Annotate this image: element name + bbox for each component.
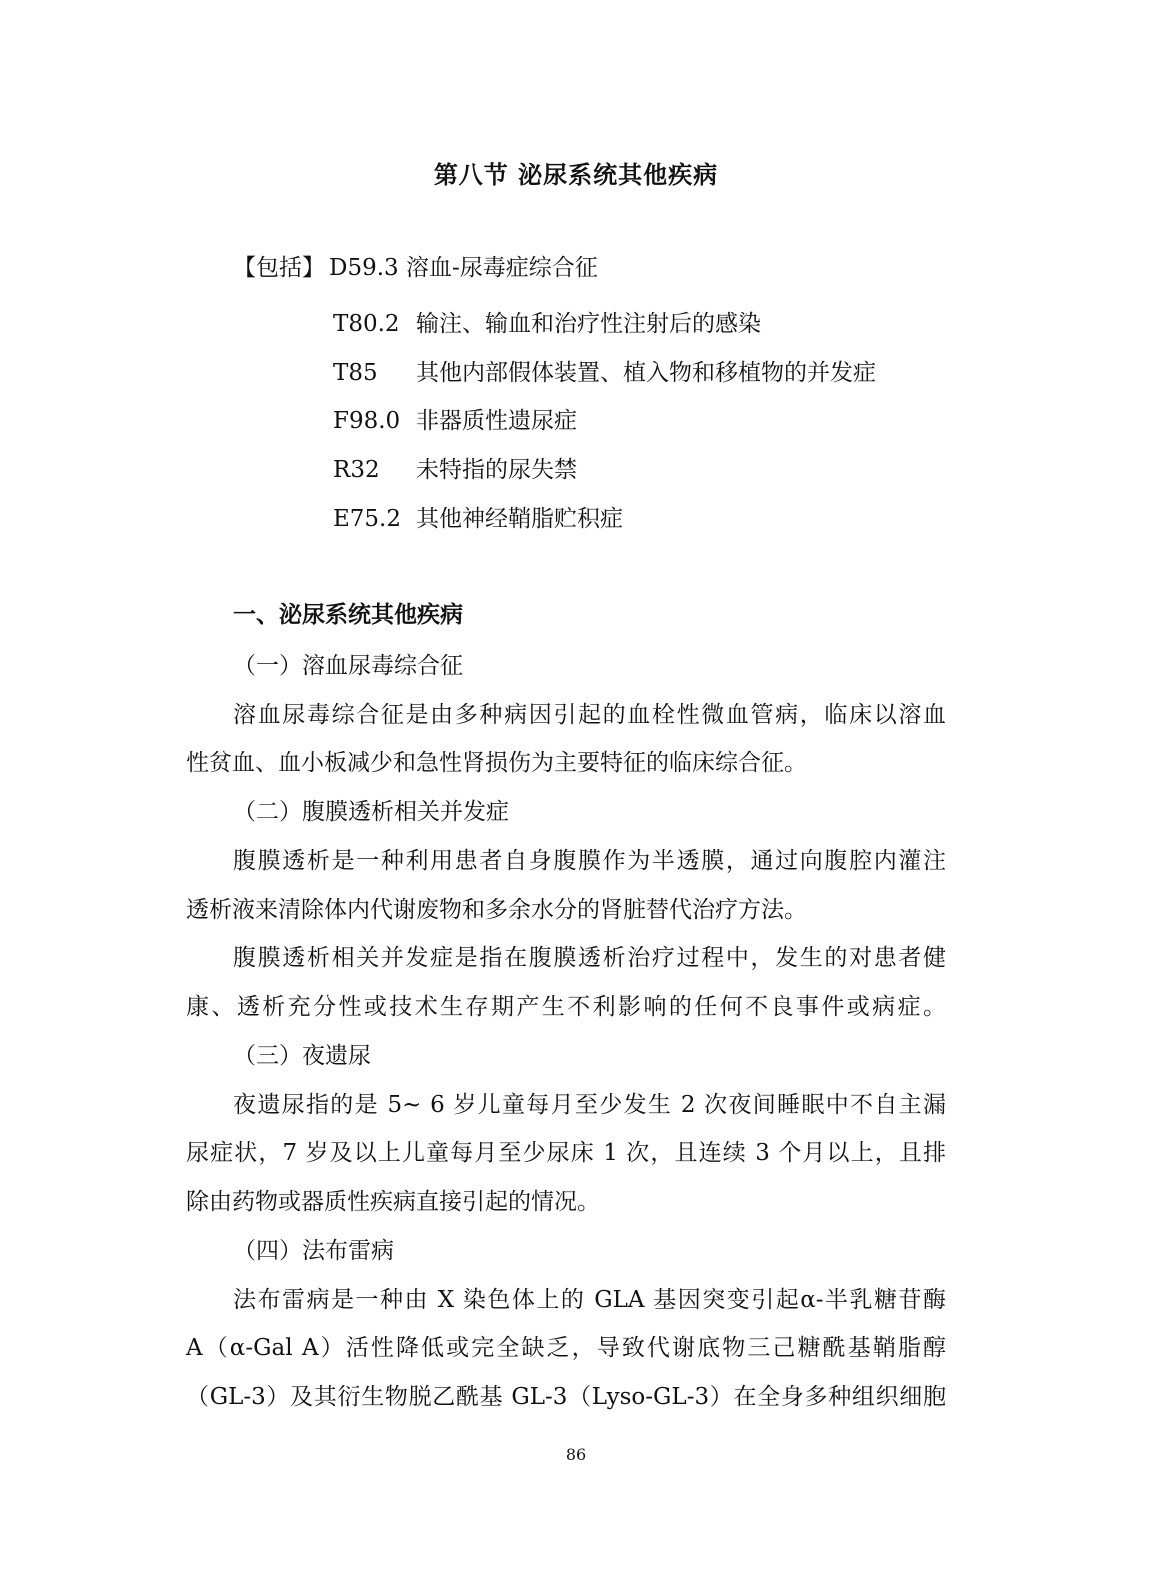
page-number: 86 — [565, 1445, 587, 1464]
include-first-row — [233, 249, 598, 282]
subheading: （一）溶血尿毒综合征 — [233, 653, 463, 679]
include-item — [333, 305, 761, 338]
include-item — [333, 500, 623, 533]
include-code: T80.2 — [333, 311, 400, 337]
section-heading: 一、泌尿系统其他疾病 — [233, 601, 463, 628]
paragraph-line: 腹膜透析是一种利用患者自身腹膜作为半透膜，通过向腹腔内灌注 — [233, 848, 946, 874]
include-text: 其他神经鞘脂贮积症 — [416, 506, 623, 532]
include-text: 输注、输血和治疗性注射后的感染 — [416, 311, 761, 337]
paragraph-line: 法布雷病是一种由 X 染色体上的 GLA 基因突变引起α-半乳糖苷酶 — [233, 1287, 946, 1313]
paragraph-line: 康、透析充分性或技术生存期产生不利影响的任何不良事件或病症。 — [186, 994, 946, 1020]
include-label: 【包括】 — [233, 255, 325, 281]
paragraph-line: A（α-Gal A）活性降低或完全缺乏，导致代谢底物三己糖酰基鞘脂醇 — [186, 1335, 946, 1361]
include-item — [333, 451, 577, 484]
include-text: 非器质性遗尿症 — [416, 408, 577, 434]
include-code: F98.0 — [333, 408, 401, 434]
include-code: E75.2 — [333, 506, 402, 532]
include-code: R32 — [333, 457, 380, 483]
subheading: （三）夜遗尿 — [233, 1043, 371, 1069]
include-text: 溶血-尿毒症综合征 — [405, 255, 598, 281]
include-item — [333, 354, 876, 387]
include-text: 其他内部假体装置、植入物和移植物的并发症 — [416, 360, 876, 386]
subheading: （二）腹膜透析相关并发症 — [233, 799, 509, 825]
paragraph-line: （GL-3）及其衍生物脱乙酰基 GL-3（Lyso-GL-3）在全身多种组织细胞 — [186, 1384, 946, 1410]
paragraph-line: 尿症状，7 岁及以上儿童每月至少尿床 1 次，且连续 3 个月以上，且排 — [186, 1140, 946, 1166]
include-item — [333, 402, 577, 435]
include-text: 未特指的尿失禁 — [416, 457, 577, 483]
include-code: D59.3 — [329, 255, 399, 281]
paragraph-line: 透析液来清除体内代谢废物和多余水分的肾脏替代治疗方法。 — [186, 897, 807, 923]
paragraph-line: 除由药物或器质性疾病直接引起的情况。 — [186, 1189, 600, 1215]
include-code: T85 — [333, 360, 378, 386]
section-title: 第八节 泌尿系统其他疾病 — [433, 160, 719, 189]
subheading: （四）法布雷病 — [233, 1238, 394, 1264]
paragraph-line: 溶血尿毒综合征是由多种病因引起的血栓性微血管病，临床以溶血 — [233, 702, 946, 728]
paragraph-line: 性贫血、血小板减少和急性肾损伤为主要特征的临床综合征。 — [186, 750, 807, 776]
paragraph-line: 腹膜透析相关并发症是指在腹膜透析治疗过程中，发生的对患者健 — [233, 945, 946, 971]
paragraph-line: 夜遗尿指的是 5~ 6 岁儿童每月至少发生 2 次夜间睡眠中不自主漏 — [233, 1092, 946, 1118]
